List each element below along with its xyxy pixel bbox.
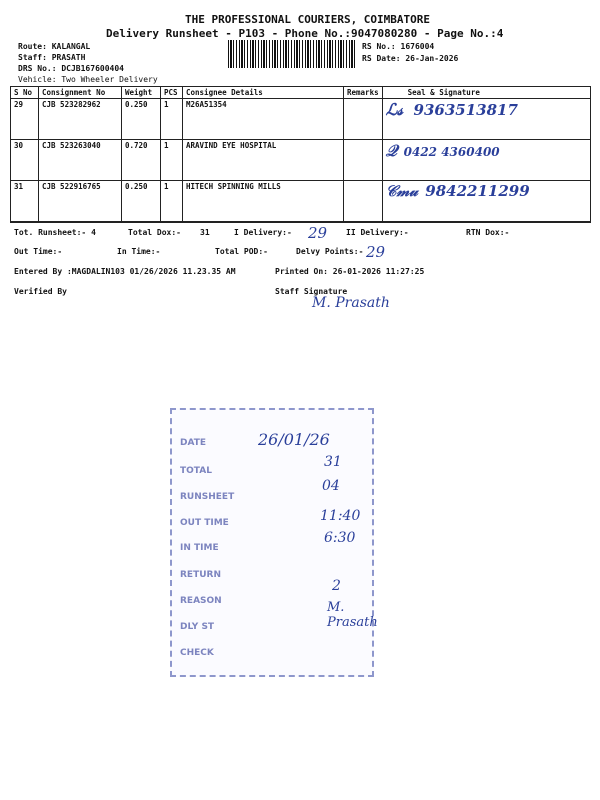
barcode-icon	[228, 40, 356, 68]
handwritten-scribble-icon: 𝒞𝓂𝓊	[385, 182, 418, 200]
table-row	[11, 99, 591, 140]
entered-by: Entered By :MAGDALIN103 01/26/2026 11.23.35 AM	[14, 267, 236, 276]
rs-date: RS Date: 26-Jan-2026	[362, 54, 459, 63]
col-consignment: Consignment No	[39, 87, 122, 99]
total-dox-value: 31	[200, 228, 210, 237]
col-weight: Weight	[122, 87, 161, 99]
handwritten-phone: 9363513817	[413, 101, 518, 119]
printed-on: Printed On: 26-01-2026 11:27:25	[275, 267, 425, 276]
stamp-label: DATE	[180, 438, 207, 448]
cell-pcs: 1	[161, 181, 183, 222]
stamp-label: CHECK	[180, 648, 214, 658]
total-pod-label: Total POD:-	[215, 247, 268, 256]
col-remarks: Remarks	[344, 87, 383, 99]
cell-consignment: CJB 523282962	[39, 99, 122, 140]
table-row	[11, 140, 591, 181]
out-time-label: Out Time:-	[14, 247, 63, 256]
delvy-points-hand: 29	[366, 243, 386, 261]
cell-remarks	[344, 181, 383, 222]
total-dox-label: Total Dox:-	[128, 228, 181, 237]
stamp-reason-value: 2	[332, 578, 341, 594]
staff-label: Staff: PRASATH	[18, 53, 86, 62]
stamp-runsheet-value: 04	[322, 478, 340, 494]
cell-sno: 30	[11, 140, 39, 181]
handwritten-phone: 0422 4360400	[403, 145, 500, 159]
handwritten-phone: 9842211299	[425, 182, 530, 200]
stamp-label: RUNSHEET	[180, 492, 235, 502]
stamp-in-time-value: 6:30	[324, 530, 356, 546]
col-pcs: PCS	[161, 87, 183, 99]
company-title: THE PROFESSIONAL COURIERS, COIMBATORE	[185, 13, 431, 26]
table-row	[11, 181, 591, 222]
route-label: Route: KALANGAL	[18, 42, 91, 51]
in-time-label: In Time:-	[117, 247, 161, 256]
i-delivery-hand: 29	[308, 224, 328, 242]
stamp-label: TOTAL	[180, 466, 212, 476]
stamp-signature: M. Prasath	[327, 600, 378, 630]
handwritten-scribble-icon: 𝒬	[385, 141, 398, 160]
cell-weight: 0.720	[122, 140, 161, 181]
col-signature: Seal & Signature	[382, 87, 590, 99]
verified-by: Verified By	[14, 287, 67, 296]
i-delivery-label: I Delivery:-	[234, 228, 292, 237]
runsheet-stamp	[170, 408, 378, 677]
cell-sno: 31	[11, 181, 39, 222]
stamp-label: OUT TIME	[180, 518, 229, 528]
rtn-dox-label: RTN Dox:-	[466, 228, 510, 237]
cell-signature	[382, 140, 590, 181]
col-consignee: Consignee Details	[183, 87, 344, 99]
stamp-total-value: 31	[324, 454, 342, 470]
cell-consignee: HITECH SPINNING MILLS	[183, 181, 344, 222]
cell-signature	[382, 181, 590, 222]
cell-weight: 0.250	[122, 99, 161, 140]
vehicle-label: Vehicle: Two Wheeler Delivery	[18, 75, 158, 84]
delvy-points-label: Delvy Points:-	[296, 247, 364, 256]
stamp-date-value: 26/01/26	[258, 430, 330, 449]
stamp-label: DLY ST	[180, 622, 215, 632]
runsheet-subtitle: Delivery Runsheet - P103 - Phone No.:9047080280 - Page No.:4	[106, 27, 504, 40]
cell-sno: 29	[11, 99, 39, 140]
cell-consignee: M26A51354	[183, 99, 344, 140]
table-header-row	[11, 87, 591, 99]
cell-signature	[382, 99, 590, 140]
ii-delivery-label: II Delivery:-	[346, 228, 409, 237]
tot-runsheet: Tot. Runsheet:- 4	[14, 228, 96, 237]
rs-number: RS No.: 1676004	[362, 42, 435, 51]
stamp-label: IN TIME	[180, 543, 219, 553]
stamp-out-time-value: 11:40	[320, 508, 361, 524]
cell-pcs: 1	[161, 99, 183, 140]
staff-signature-label: Staff Signature	[275, 287, 348, 296]
cell-consignment: CJB 523263040	[39, 140, 122, 181]
stamp-label: REASON	[180, 596, 222, 606]
drs-number: DRS No.: DCJB167600404	[18, 64, 124, 73]
col-sno: S No	[11, 87, 39, 99]
handwritten-scribble-icon: ℒ𝓈	[385, 100, 404, 119]
stamp-label: RETURN	[180, 570, 221, 580]
cell-remarks	[344, 140, 383, 181]
cell-weight: 0.250	[122, 181, 161, 222]
cell-consignee: ARAVIND EYE HOSPITAL	[183, 140, 344, 181]
cell-remarks	[344, 99, 383, 140]
runsheet-table	[10, 86, 591, 222]
cell-pcs: 1	[161, 140, 183, 181]
cell-consignment: CJB 522916765	[39, 181, 122, 222]
staff-signature-hand: M. Prasath	[312, 295, 390, 311]
divider-line	[10, 222, 591, 223]
